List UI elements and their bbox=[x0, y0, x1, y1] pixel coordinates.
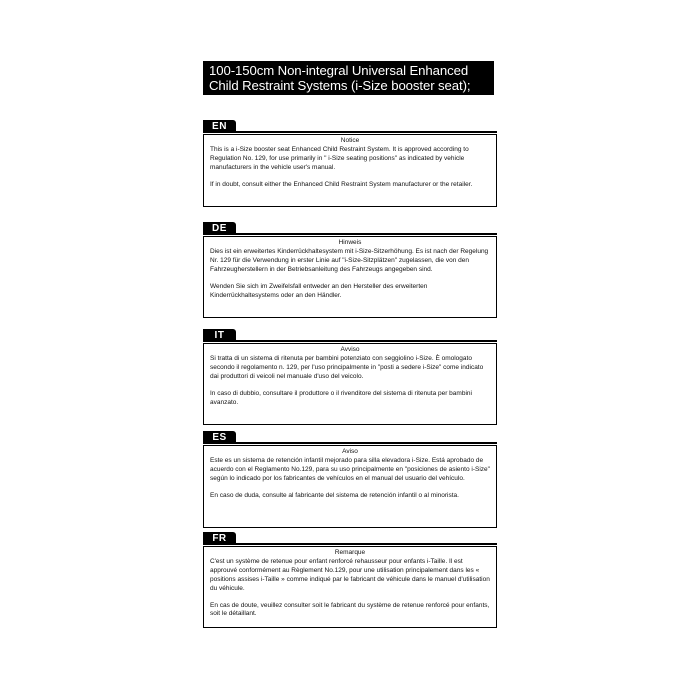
language-tag-it: IT bbox=[203, 329, 236, 342]
notice-paragraph-1: Si tratta di un sistema di ritenuta per bambini potenziato con seggiolino i-Size. È omologato secondo il regolamento n. 129, per l'uso principalmente in "posti a sedere i-Size" come indicato dai produttori di veicoli nel manuale d'uso del veicolo. bbox=[210, 354, 484, 380]
notice-paragraph-2: If in doubt, consult either the Enhanced Child Restraint System manufacturer or the retailer. bbox=[210, 180, 473, 188]
section-rule bbox=[236, 131, 497, 133]
notice-box-es bbox=[203, 445, 497, 528]
notice-heading: Aviso bbox=[342, 448, 358, 455]
notice-box-de bbox=[203, 236, 497, 318]
notice-paragraph-2: En caso de duda, consulte al fabricante del sistema de retención infantil o al minorista. bbox=[210, 491, 459, 499]
notice-paragraph-1: Este es un sistema de retención infantil mejorado para silla elevadora i-Size. Está aprobado de acuerdo con el Reglamento No.129, para su uso principalmente en "posiciones de asiento i-Size" según lo indicado por los fabricantes de vehículos en el manual del usuario del vehículo. bbox=[210, 456, 490, 482]
language-tag-en: EN bbox=[203, 120, 236, 133]
title-line-1: 100-150cm Non-integral Universal Enhanced bbox=[209, 63, 469, 78]
notice-box-fr bbox=[203, 546, 497, 628]
notice-box-en bbox=[203, 134, 497, 207]
notice-paragraph-2: In caso di dubbio, consultare il produttore o il rivenditore del sistema di ritenuta per bambini avanzato. bbox=[210, 389, 472, 406]
notice-heading: Avviso bbox=[340, 346, 360, 353]
notice-paragraph-2: Wenden Sie sich im Zweifelsfall entweder an den Hersteller des erweiterten Kinderrückhaltesystems oder an den Händler. bbox=[210, 282, 428, 299]
notice-heading: Hinweis bbox=[338, 239, 362, 246]
section-rule bbox=[236, 543, 497, 545]
title-line-2: Child Restraint Systems (i-Size booster seat); bbox=[209, 78, 471, 93]
notice-paragraph-1: C'est un système de retenue pour enfant renforcé rehausseur pour enfants i-Taille. Il est approuvé conformément au Règlement No.129, pour une utilisation principalement dans les « positions assises i-Taille » comme indiqué par le fabricant de véhicule dans le manuel d'utilisation du véhicule. bbox=[210, 557, 490, 592]
notice-paragraph-1: Dies ist ein erweitertes Kinderrückhaltesystem mit i-Size-Sitzerhöhung. Es ist nach der Regelung Nr. 129 für die Verwendung in erster Linie auf "i-Size-Sitzplätzen" zugelassen, die von den Fahrzeugherstellern in der Betriebsanleitung des Fahrzeugs angegeben sind. bbox=[210, 247, 489, 273]
section-rule bbox=[236, 442, 497, 444]
language-tag-de: DE bbox=[203, 222, 236, 235]
notice-paragraph-1: This is a i-Size booster seat Enhanced Child Restraint System. It is approved according to Regulation No. 129, for use primarily in " i-Size seating positions" as indicated by vehicle manufacturers in the vehicle user's manual. bbox=[210, 145, 469, 171]
language-tag-es: ES bbox=[203, 431, 236, 444]
notice-heading: Notice bbox=[340, 137, 360, 144]
notice-heading: Remarque bbox=[334, 549, 366, 556]
section-rule bbox=[236, 340, 497, 342]
section-rule bbox=[236, 233, 497, 235]
document-title bbox=[203, 61, 494, 95]
notice-box-it bbox=[203, 343, 497, 425]
language-tag-fr: FR bbox=[203, 532, 236, 545]
notice-paragraph-2: En cas de doute, veuillez consulter soit le fabricant du système de retenue renforcé pour enfants, soit le détaillant. bbox=[210, 601, 490, 618]
